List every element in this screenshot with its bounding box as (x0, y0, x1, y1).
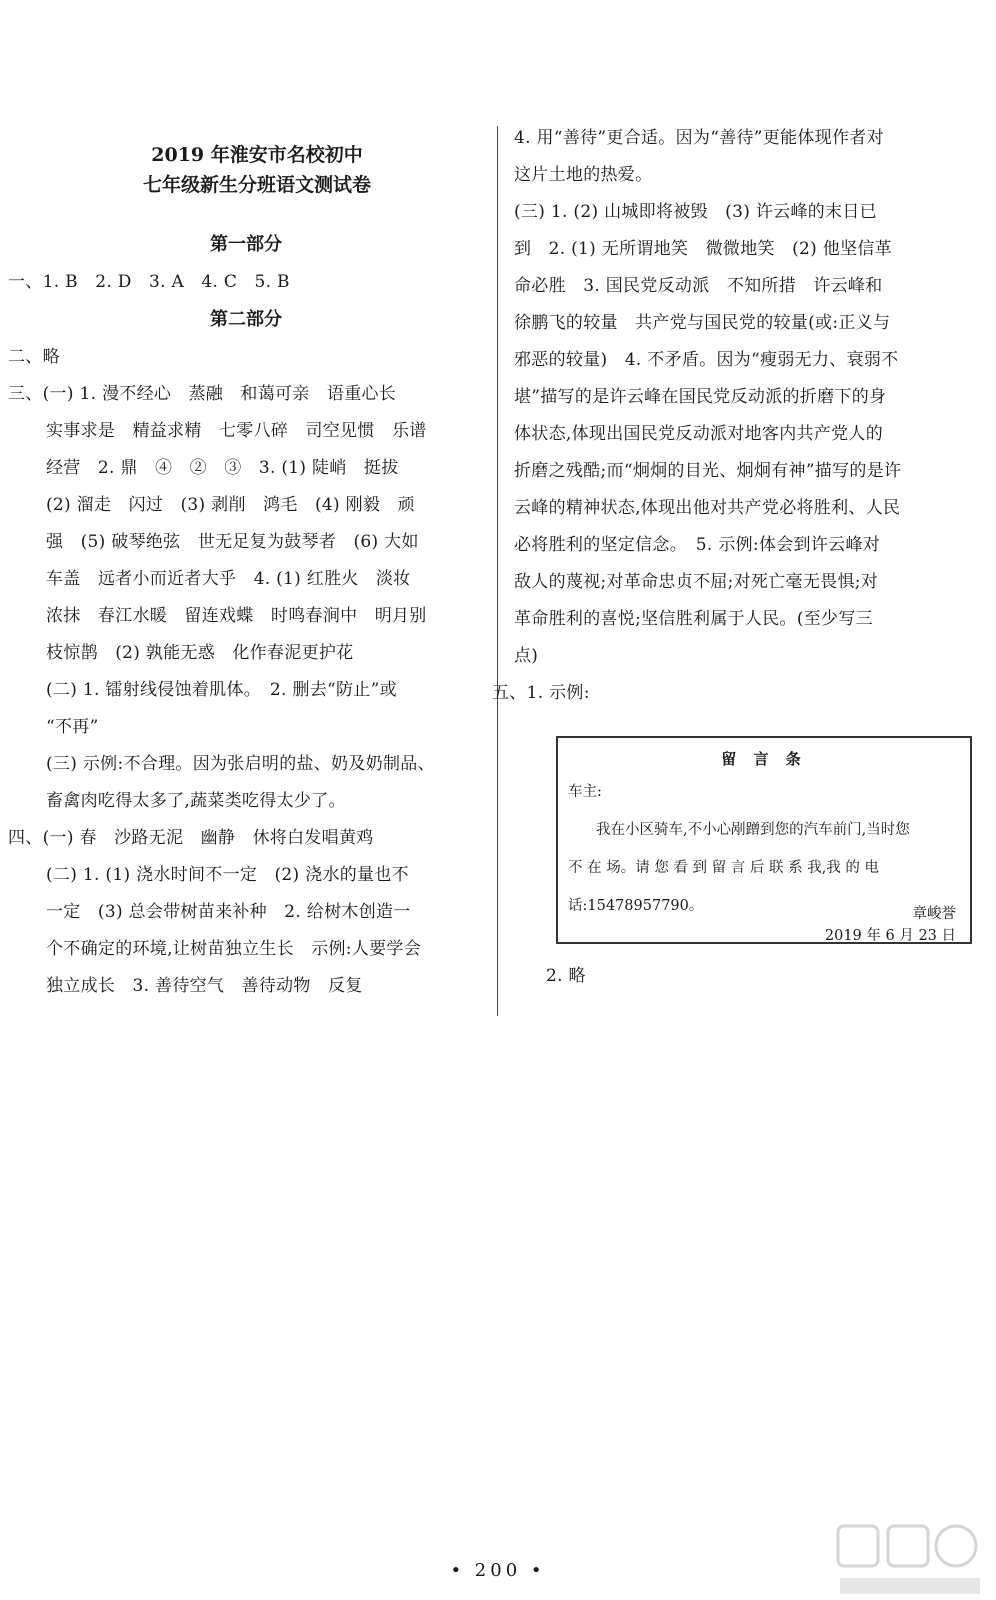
answer-line: 个不确定的环境,让树苗独立生长 示例:人要学会 (46, 939, 422, 959)
answer-line: 邪恶的较量) 4. 不矛盾。因为“瘦弱无力、衰弱不 (514, 350, 899, 370)
answer-line: 实事求是 精益求精 七零八碎 司空见惯 乐谱 (46, 421, 427, 441)
answer-line: 必将胜利的坚定信念。 5. 示例:体会到许云峰对 (514, 535, 881, 555)
answer-line: 2. 略 (546, 966, 586, 986)
answer-line: 到 2. (1) 无所谓地笑 微微地笑 (2) 他坚信革 (514, 239, 892, 259)
part2-heading: 第二部分 (210, 309, 282, 330)
answer-line: 三、(一) 1. 漫不经心 蒸融 和蔼可亲 语重心长 (8, 384, 397, 404)
answer-line: “不再” (46, 717, 99, 737)
answer-line: 堪”描写的是许云峰在国民党反动派的折磨下的身 (514, 387, 887, 407)
answer-line: 独立成长 3. 善待空气 善待动物 反复 (46, 976, 363, 996)
answer-line: (二) 1. (1) 浇水时间不一定 (2) 浇水的量也不 (46, 865, 409, 885)
answer-line: 革命胜利的喜悦;坚信胜利属于人民。(至少写三 (514, 609, 873, 629)
answer-line: (2) 溜走 闪过 (3) 剥削 鸿毛 (4) 刚毅 顽 (46, 495, 415, 515)
answer-line: 车盖 远者小而近者大乎 4. (1) 红胜火 淡妆 (46, 569, 411, 589)
answer-line: 敌人的蔑视;对革命忠贞不屈;对死亡毫无畏惧;对 (514, 572, 879, 592)
answer-line: (三) 示例:不合理。因为张启明的盐、奶及奶制品、 (46, 754, 435, 774)
answer-line: 点) (514, 646, 539, 666)
answer-line: 一定 (3) 总会带树苗来补种 2. 给树木创造一 (46, 902, 411, 922)
title-line-2: 七年级新生分班语文测试卷 (142, 174, 371, 196)
page-title (8, 140, 484, 200)
title-line-1: 2019 年淮安市名校初中 (151, 144, 363, 166)
answer-line: (二) 1. 镭射线侵蚀着肌体。 2. 删去“防止”或 (46, 680, 397, 700)
answer-line: 畜禽肉吃得太多了,蔬菜类吃得太少了。 (46, 791, 346, 811)
note-greeting: 车主: (568, 784, 602, 800)
answer-line: 二、略 (8, 347, 60, 367)
answer-line: 体状态,体现出国民党反动派对地客内共产党人的 (514, 424, 884, 444)
message-note-box (556, 736, 972, 944)
answer-line: 四、(一) 春 沙路无泥 幽静 休将白发唱黄鸡 (8, 828, 374, 848)
note-body-line: 不 在 场。请 您 看 到 留 言 后 联 系 我,我 的 电 (568, 860, 880, 876)
answer-line: 云峰的精神状态,体现出他对共产党必将胜利、人民 (514, 498, 901, 518)
column-divider (497, 126, 498, 1016)
answer-line: 折磨之残酷;而“炯炯的目光、炯炯有神”描写的是许 (514, 461, 902, 481)
page-number: • 200 • (450, 1560, 546, 1581)
answer-line: (三) 1. (2) 山城即将被毁 (3) 许云峰的末日已 (514, 202, 877, 222)
watermark-logo (836, 1522, 986, 1600)
answer-line: 五、1. 示例: (492, 683, 590, 703)
answer-line: 4. 用“善待”更合适。因为“善待”更能体现作者对 (514, 128, 884, 148)
left-column (8, 140, 484, 1005)
answer-line: 经营 2. 鼎 ④ ② ③ 3. (1) 陡峭 挺拔 (46, 458, 399, 478)
answer-line: 一、1. B 2. D 3. A 4. C 5. B (8, 272, 290, 292)
answer-line: 这片土地的热爱。 (514, 165, 653, 185)
answer-line: 浓抹 春江水暖 留连戏蝶 时鸣春涧中 明月别 (46, 606, 427, 626)
right-column (492, 120, 982, 712)
note-date: 2019 年 6 月 23 日 (824, 928, 956, 944)
answer-line: 徐鹏飞的较量 共产党与国民党的较量(或:正义与 (514, 313, 891, 333)
answer-line: 枝惊鹊 (2) 孰能无惑 化作春泥更护花 (46, 643, 354, 663)
note-signature: 章峻誉 (912, 906, 956, 922)
part1-heading: 第一部分 (210, 234, 282, 255)
note-title: 留 言 条 (721, 750, 807, 768)
note-body-line: 我在小区骑车,不小心剐蹭到您的汽车前门,当时您 (596, 822, 910, 838)
answer-line: 命必胜 3. 国民党反动派 不知所措 许云峰和 (514, 276, 883, 296)
note-body-line: 话:15478957790。 (568, 898, 704, 914)
answer-line: 强 (5) 破琴绝弦 世无足复为鼓琴者 (6) 大如 (46, 532, 419, 552)
